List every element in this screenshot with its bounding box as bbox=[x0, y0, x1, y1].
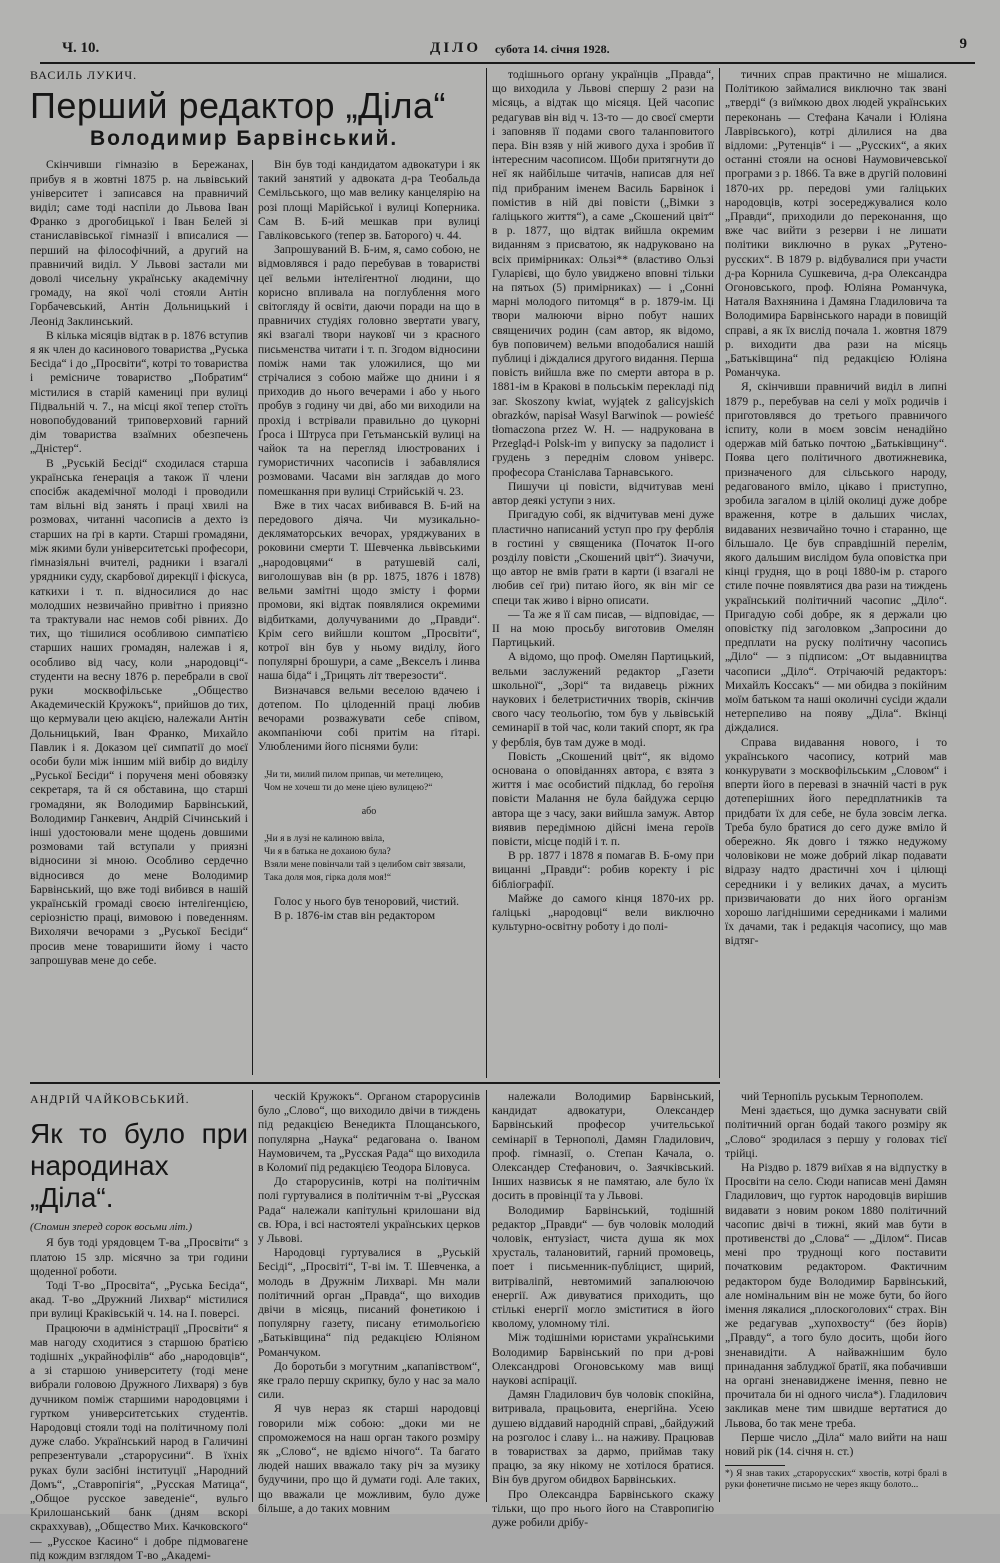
article2-col1 bbox=[30, 1092, 248, 1562]
poem-second: „Чи я в лузі не калиною ввіла, Чи я в батька не дохаиою була? Взяли мене повінчали тай з целибом світ звязали, Така доля моя, гірка доля моя!“ bbox=[264, 833, 466, 883]
paragraph: Скінчивши гімназію в Бережанах, прибув я в жовтні 1875 р. на львівський університет і записався на правничий виділ; саме тоді наспіли до Львова Іван Франко з дрогобицької і Іван Белей зі станиславівської гімназії і вписалися — перший на філософічний, а другий на правничий виділ. У Львові застали ми доволі чисельну українську академічну громаду, на якої чолі стояли Антін Горбачевський, Антін Дольницький і Леонід Заклинський. bbox=[30, 158, 248, 328]
article-divider bbox=[30, 1082, 720, 1084]
article1-col4-text bbox=[725, 68, 947, 949]
header-rule bbox=[40, 62, 975, 64]
paragraph: — Та же я її сам писав, — відповідає, — II на мою просьбу виготовив Омелян Партицький. bbox=[492, 607, 714, 650]
paragraph: належали Володимир Барвінський, кандидат адвокатури, Олександер Барвінський професор учительської семінарії в Тернополі, Дамян Гладилович, проф. гімназії, о. Степан Качала, о. Олександер Стефанович, о. Заячківський. Інших назвиськ я не памятаю, але було їх досить в провінції та у Львові. bbox=[492, 1090, 714, 1203]
page-header bbox=[40, 26, 975, 54]
paragraph: Повість „Скошений цвіт“, як відомо основана о оповіданнях автора, є взята з життя і має особистий підклад, бо героїня повісти Малання не була байдужа серцю автора ще з часу, заки вийшла замуж. Автор виявив передімною дійсні імена героїв повісти, місце подій і т. п. bbox=[492, 749, 714, 848]
paragraph: В „Руській Бесіді“ сходилася старша українська ґенерація а також її члени спосібж академічної молоді і проводили там вільні від занять і праці хвилі на розмовах, читанні часописів а дехто із старших на ґрі в карти. Старші громадяни, між якими були університетські професори, ґімназіяльні вчителі, радники і взагалі урядники суду, скарбової дирекції і фіскуса, каткихи і т. п. відносилися до нас молодших незвичайно привітно і приязно та трактували нас немов собі рівних. До тих, що тішилися особливою симпатією старших наших громадян, належав і я, особливо від часу, коли „народовці“-студенти на весну 1876 р. перебрали в свої руки москвофільське „Общество Академическій Кружокъ“, прийшов до тих, що кермували цею акцією, належали Антін Дольницький, Іван Франко, Михайло Павлик і я. Доказом цеї симпатії до моєї особи були між іншим мій вибір до виділу „Руської Бесіди“ і порученя мені обовязку секретаря, та й ся обставина, що старші громадяни, як Володимир Барвінський, Володимир Ганкевич, Андрій Січинський і інші удостоювали мене щодень довшими розмовами тай вступали у приязні відносини зі мною. Особливо сердечно відносився до мене Володимир Барвінський, що вже тоді вибився в нашій українській громаді своєю інтеліґенцією, серіозністю праці, вимовою і поведенням. Вихолячи вечорами з „Руської Бесіди“ просив мене товаришити йому і часто запрошував мене до себе. bbox=[30, 456, 248, 967]
footnote-rule bbox=[725, 1465, 785, 1466]
paragraph: В рр. 1877 і 1878 я помагав В. Б-ому при вицанні „Правди“: робив коректу і ріс бібліографії. bbox=[492, 849, 714, 891]
article2-col4 bbox=[725, 1090, 947, 1504]
article1-col2-text bbox=[258, 158, 480, 755]
article1-col4 bbox=[725, 68, 947, 1078]
article1-col2-end bbox=[258, 895, 480, 923]
paragraph: Я чув нераз як старші народовці говорили між собою: „доки ми не спроможемося на наш орган такого розміру як „Слово“, не вдіємо нічого“. Та багато людей наших вважало таку річ за музику будучини, про що й думати годі. Але таких, що вважали це можливим, було дуже більше, а до таких мовним bbox=[258, 1402, 480, 1515]
col-rule bbox=[252, 160, 253, 1075]
article2-col4-text bbox=[725, 1090, 947, 1459]
col-rule bbox=[719, 1090, 720, 1502]
article1-col3 bbox=[492, 68, 714, 1078]
paragraph: Між тодішніми юристами українськими Володимир Барвінський по при д-рові Олександрові Огоновському мав вищі наукові аспірації. bbox=[492, 1331, 714, 1388]
paragraph: Перше число „Діла“ мало вийти на наш новий рік (14. січня н. ст.) bbox=[725, 1430, 947, 1459]
article2-col2 bbox=[258, 1090, 480, 1515]
col-rule bbox=[486, 1090, 487, 1502]
col-rule bbox=[486, 68, 487, 1078]
issue-date: субота 14. січня 1928. bbox=[495, 42, 610, 56]
paragraph: тодішнього орґану українців „Правда“, що виходила у Львові спершу 2 рази на місяць, а відтак що місяця. Цей часопис редагував він від ч. 13-то — до своєї смерти і заповняв її подами свого таланповитого пера. Він взяв у ній живого духа і зробив її інтересним часописом. Щоби притягнути до неї як найбільше читачів, написав для неї під прибраним іменем Василь Барвінок і помістив в ній дві повісти („Вімки з ґаліцького життя“), а саме „Скошений цвіт“ в р. 1877, що відтак вийшла окремим виданням з присватою, як надруковано на всіх примірниках: Ользі** (властиво Ользі Гуларієві, що було увиджено вповні тільки на пятьох (5) примірниках) — і „Сонні марні молодого питомця“ в р. 1879-ім. Ці твори малюючи вірно побут наших священичих родин (сам автор, як відомо, був поповичем) вельми вподобалися нашій публиці і діждалися другого видання. Перша повість вийшла вже по смерти автора в р. 1881-ім в Кракові в польськім перекладі під заг. Skoszony kwiat, wyjątek z galicyjskich obrazków, napisał Wasyl Barwinok — powieść tłomaczona przez W. H. — надрукована в Przegląd-i Polsk-im у випуску за падолист і грудень з переднім словом універс. професора Станіслава Тарнавського. bbox=[492, 68, 714, 479]
page-number: 9 bbox=[959, 36, 967, 52]
paragraph: Голос у нього був теноровий, чистий. bbox=[274, 894, 460, 908]
article2-headline: Як то було при народинах „Діла“. bbox=[30, 1118, 248, 1214]
paragraph: Народовці гуртувалися в „Руській Бесіді“, „Просвіті“, Т-ві ім. Т. Шевченка, а молодь в Дружнім Лихварі. Мн мали політичний орган „Правда“, що виходив двічи в місяць, писаний фонетикою і популярну газету, писану етимольоґією „Батьківщина“ під редакцією Юліяном Романчуком. bbox=[258, 1246, 480, 1359]
paragraph: До боротьби з могутним „капапівством“, яке грало першу скрипку, було у нас за мало сили. bbox=[258, 1359, 480, 1402]
paragraph: тичних справ практично не мішалися. Політикою займалися виключно так звані „тверді“ (з виїмкою двох людей українських переконань — Стефана Качали і Юліяна Лаврівського), котрі ділилися на два відломи: „Рутенців“ і — „Русских“, а яких останні стояли на основі Наумовичевської програми з р. 1866. Та вже в другій половині 1870-их рр. передові уми ґаліцьких народовців, котрі зосереджувалися коло „Правди“, приходили до переконання, що вже час вийти з резерви і не лишати політики виключно в руках „Рутено-русских“. В 1879 р. відбувалися при участи д-ра Корнила Сушкевича, д-ра Олександра Огоновського, проф. Юліяна Романчука, Наталя Вахнянина і Дамяна Гладиловича та Володимира Барвінського наради в повищій справі, а як їх вислід почала 1. жовтня 1879 р. виходити два рази на місяць „Батьківщина“ під редакцією Юліяна Романчука. bbox=[725, 68, 947, 380]
paragraph: Запрошуваний В. Б-им, я, само собою, не відмовлявся і радо перебував в товаристві цеї вельми інтеліґентної людини, що корисно впливала на поглублення мого світогляду й освіти, даючи поради на що в правничих студіях головно звертати увагу, які взагалі твори науковї чи з красного письменства читати і т. п. Згодом відносини поміж нами так уложилися, що ми стрічалися з собою майже що днини і я приходив до нього вечерами і або у нього пробув з годину чи дві, або ми виходили на прохід і встрівали правильно до цукорні Ґроса і Штруса при Гетьманській вулиці на чайок та на перегляд ілюстрованих і гумористичних часописів і забавлялися розмовами. Часами він заглядав до мого помешкання при вулиці Стрийській ч. 23. bbox=[258, 243, 480, 498]
paragraph: Він був тоді кандидатом адвокатури і як такий занятий у адвоката д-ра Теобальда Семільського, що мав велику канцелярію на розі площі Марійської і вулиці Коперника. Сам В. Б-ий мешкав при вулиці Гавліковського (тепер зв. Баторого) ч. 44. bbox=[258, 158, 480, 243]
paragraph: Пишучи ці повісти, відчитував мені автор деякі уступи з них. bbox=[492, 479, 714, 508]
newspaper-title: ДІЛО bbox=[430, 40, 482, 56]
issue-number: Ч. 10. bbox=[62, 40, 100, 56]
paragraph: Майже до самого кінця 1870-их рр. ґаліцькі „народовці“ вели виключно культурно-освітну роботу і до полі- bbox=[492, 891, 714, 934]
article2-col3 bbox=[492, 1090, 714, 1530]
article1-author: ВАСИЛЬ ЛУКИЧ. bbox=[30, 68, 138, 82]
article2-subtitle: (Спомин зперед сорок восьми літ.) bbox=[30, 1221, 193, 1234]
paragraph: В кілька місяців відтак в р. 1876 вступив я як член до касинового товариства „Руська Бесіда“ і до „Просвіти“, котрі то товариства і ремісниче товариство „Побратим“ містилися в старій камениці при вулиці Підвальній ч. 7., на місці якої тепер стоїть новопобудований триповерховий гарний дім товариства взаїмних обезпечень „Дністер“. bbox=[30, 328, 248, 456]
paragraph: Тоді Т-во „Просвіта“, „Руська Бесіда“, акад. Т-во „Дружний Лихвар“ містилися при вулиці Краківській ч. 14. на І. поверсі. bbox=[30, 1279, 248, 1321]
paragraph: ческій Кружокъ“. Органом старорусинів було „Слово“, що виходило двічи в тиждень під редакцією Венедикта Площанського, популярна „Наука“ редагована о. Іваном Наумовичем, та „Русская Рада“ що виходила в Коломиї під редакцією Теодора Біловуса. bbox=[258, 1090, 480, 1175]
paragraph: Вже в тих часах вибивався В. Б-ий на передового діяча. Чи музикально-декляматорських вечорах, уряджуваних в роковини смерти Т. Шевченка львівськими „народовцями“ в ратушевій салі, виголошував він (в рр. 1875, 1876 і 1878) вельми замітні щодо змісту і форми промови, які відтак появлялися окремими відбитками, долучуваними до „Правди“. Крім сего вийшли коштом „Просвіти“, котрої він був у ньому виділу, його популярні брошури, а саме „Векселъ і линва наша біда“ і „Трицять літ тверезости“. bbox=[258, 498, 480, 683]
paragraph: Визначався вельми веселою вдачею і дотепом. По цілоденній праці любив вечорами розважувати себе співом, акомпаніючи собі притім на ґітарі. Улюбленими його піснями були: bbox=[258, 683, 480, 754]
article2-col3-text bbox=[492, 1090, 714, 1530]
paragraph: На Різдво р. 1879 виїхав я на відпустку в Просвіти на село. Сюди написав мені Дамян Гладилович, що гурток народовців вирішив видавати з новим роком 1880 політичний часопис двічі в тижні, який мав бути в противенстві до „Слова“ — „Ділом“. Писав мені про труднощі кого поставити початковим редактором. Фактичним редактором буде Володимир Барвінський, але номінальним він не може бути, бо його імення лякалися „плоскоголових“ страх. Він же редагував „хупохвосту“ (без йорів) „Правду“, а того було досить, щоби його зненавидіти. А найважнішим було принадання заблуджої братії, яка побачивши на органі зненавиджене імення, певно не прочитала би ні одного числа*). Гладилович закликав мене тим швидше вертатися до Львова, бо так мене треба. bbox=[725, 1161, 947, 1430]
paragraph: Справа видавання нового, і то українського часопису, котрий мав конкурувати з москвофільським „Словом“ і вперти його в перевазі в значній часті в рук дотеперішних його передплатників та придбати їх для себе, не була зовсім легка. Треба було братися до сего дуже вміло й обережно. Як довго і тяжко недужому чоловікови не може добрий лікар подавати відразу надто драстичні хоч і цілющі середники і у великих дачах, а мусить призвичаювати до них його організм хорошо лагіднішими середниками і малими їх дачами, так і редакція часопису, що мав відтяг- bbox=[725, 735, 947, 948]
paragraph: А відомо, що проф. Омелян Партицький, вельми заслужений редактор „Газети школьної“, „Зорі“ та видавець ріжних наукових і белетристичних творів, скінчив свого часу теольоґію, том був у львівській семинарії в той час, коли такий спорт, як ґра у ферблія, був там дуже в моді. bbox=[492, 650, 714, 749]
poem-separator: або bbox=[361, 805, 377, 817]
paragraph: Про Олександра Барвінського скажу тільки, що про нього його на Ставропигію дуже робили дрібу- bbox=[492, 1487, 714, 1530]
poem-first: „Чи ти, милий пилом припав, чи метелицею, Чом не хочеш ти до мене ціею вулицею?“ bbox=[264, 769, 444, 793]
paragraph: чий Тернопіль руськым Тернополем. bbox=[741, 1090, 924, 1103]
article2-col2-text bbox=[258, 1090, 480, 1516]
paragraph: До старорусинів, котрі на політичнім полі гуртувалися в політичнім т-ві „Русская Рада“ належали капітульні крилошани від св. Юра, і всі настоятелі українських церков у Львові. bbox=[258, 1175, 480, 1246]
col-rule bbox=[252, 1090, 253, 1502]
article1-headline: Перший редактор „Діла“ bbox=[30, 85, 446, 127]
article2-author: АНДРІЙ ЧАЙКОВСЬКИЙ. bbox=[30, 1092, 190, 1106]
col-rule bbox=[719, 68, 720, 1078]
article1-col2 bbox=[258, 158, 480, 1078]
paragraph: Я був тоді урядовцем Т-ва „Просвіти“ з платою 15 злр. місячно за три години щоденної роботи. bbox=[30, 1236, 248, 1278]
article1-col1-text bbox=[30, 158, 248, 968]
footnote: *) Я знав таких „старорусских“ хвостів, котрі бралі в руки фонетичне письмо не через якщу болото... bbox=[725, 1469, 947, 1491]
paragraph: Мені здається, що думка заснувати свій політичний орган бодай такого розміру як „Слово“ зродилася з першу у головах тієї трійці. bbox=[725, 1104, 947, 1160]
article1-col3-text bbox=[492, 68, 714, 934]
paragraph: В р. 1876-ім став він редактором bbox=[274, 908, 436, 922]
paragraph: Я, скінчивши правничий виділ в липні 1879 р., перебував на селі у моїх родичів і приготовлявся до третього правничого іспиту, коли в моєм зовсім ненадійно одержав мій батько почтою „Батьківщину“. Поява цего політичного двотижневика, призначеного для сільського народу, редагованого вміло, цікаво і приступно, зробила загалом в цілій околиці дуже добре враження, котре в дальших числах, видаваних незвичайно точно і старанно, ще більшало. Це був справдішній перелім, якого дальшим вислідом була оповістка при кінці грудня, що в році 1880-ім р. старого стиле почне появлятися два рази на тиждень український політичний часопис „Діло“. Пригадую собі добре, як я держали цю оповістку під заголовком „Запросини до предплати на руску політичну часопись „Діло“ — з підписом: „От выдавництва часописи „Діло“. Отрічаючій редакторъ: Михайлъ Коссакъ“ — ми обидва з покійним моїм батьком та нашi околичні сусіди ждали нетерпеливо на появу „Діла“. Вкінці діждалися. bbox=[725, 380, 947, 735]
article2-col1-text bbox=[30, 1236, 248, 1563]
paragraph: Працюючи в адміністрації „Просвіти“ я мав нагоду сходитися з старшою братією тодішніх „украйнофілів“ або „народовців“, а зі старшою университету (тоді мене вибрали головою Дружного Лихваря) з був дучником поміж старшими народовцями і гуртком университетських студентів. Народовці стояли тоді на політичному полі дуже слабо. Український народ в Галичині репрезентували „старорусини“. В їхніх руках були засібні інституції „Народний Домъ“, „Ставропігія“, „Русская Матица“, „Общое русское заведеніе“, вульго Крилошанський банк (дням вскорі скраххував), „Общество Мих. Качковского“ — „Русское Касино“ і добре підмовагене під кождим взглядом Т-во „Академі- bbox=[30, 1321, 248, 1562]
paragraph: Володимир Барвінський, тодішній редактор „Правди“ — був чоловік молодий чоловік, ентузіаст, чиста душа як мох хрусталь, талановитий, гарний промовець, поет і письменник-публіцист, щирий, витріваліпй, невтомимий запалюючою енергії. Аж дивуватися приходить, що стількі енергії могло зміститися в його кволому, уломному тілі. bbox=[492, 1203, 714, 1331]
paragraph: Дамян Гладилович був чоловік спокійна, витривала, працьовита, енергійна. Усею душею віддавий народній справі, „байдужий на розголос і славу і... на наживу. Працював в товариствах за дармо, приймав таку працю, за яку нікому не хотілося братися. Він був другом обидвох Барвінських. bbox=[492, 1388, 714, 1487]
paragraph: Пригадую собі, як відчитував мені дуже пластично написаний уступ про ґру ферблія в гостині у священика (Початок II-ого розділу повісти „Скошений цвіт“). Зиачучи, що автор не вмів ґрати в карти (і взагалі не любив сеї ґри) питаю його, як він міг се специ так живо і вірно описати. bbox=[492, 508, 714, 607]
article1-subhead: Володимир Барвінський. bbox=[90, 127, 399, 151]
